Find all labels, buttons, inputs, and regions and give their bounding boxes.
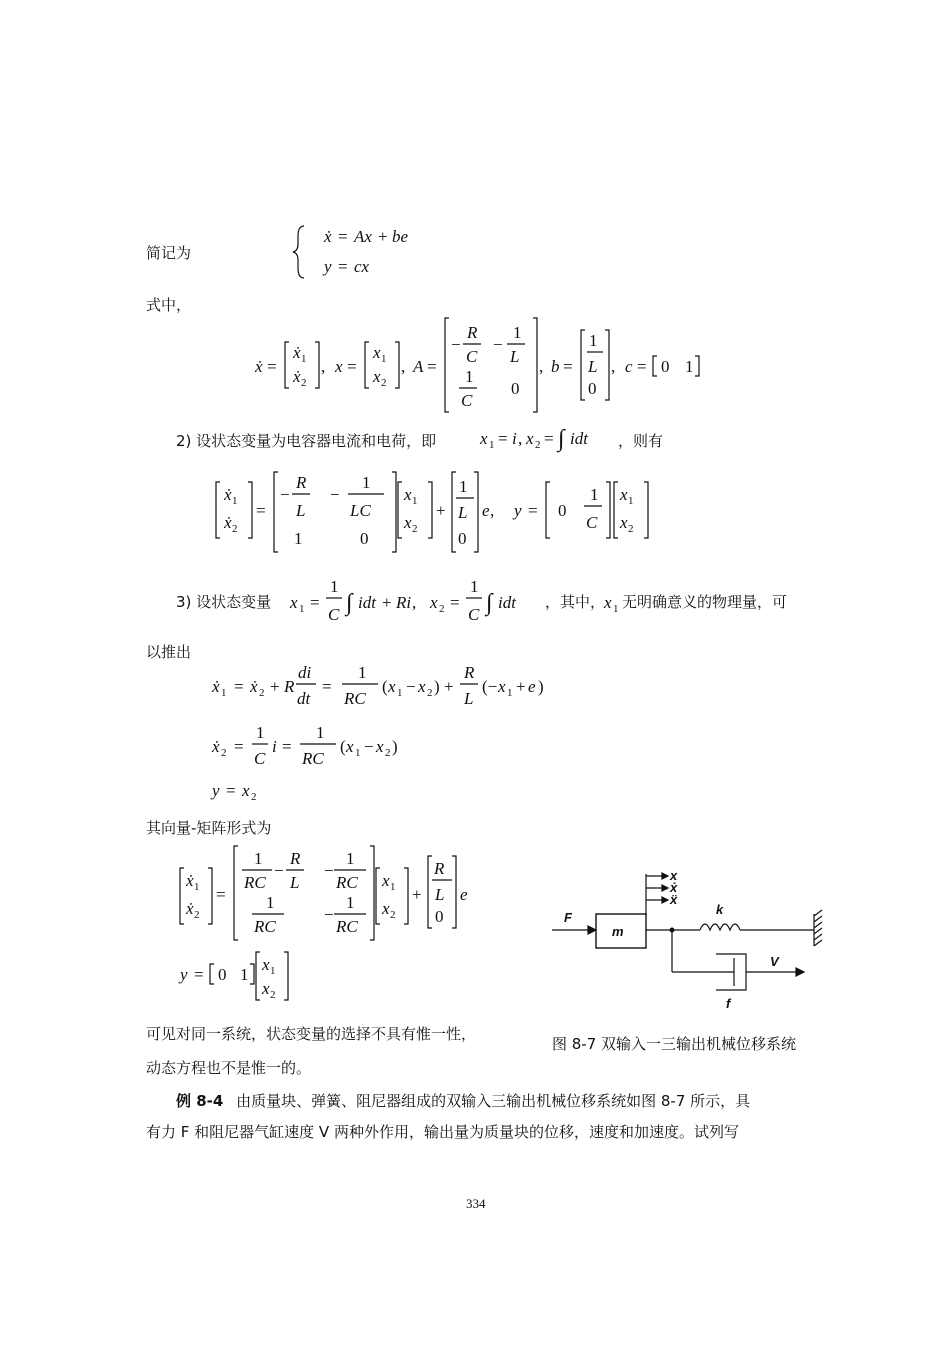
svg-text:y: y: [180, 965, 188, 984]
svg-text:1: 1: [232, 495, 238, 507]
svg-text:,: ,: [539, 357, 544, 376]
svg-text:=: =: [450, 593, 460, 612]
svg-text:,: ,: [490, 501, 495, 520]
svg-text:1: 1: [358, 663, 367, 682]
svg-text:C: C: [468, 605, 480, 624]
svg-text:A: A: [413, 357, 424, 376]
svg-text:1: 1: [194, 881, 200, 893]
svg-text:=: =: [282, 737, 292, 756]
svg-text:0: 0: [458, 529, 467, 548]
svg-text:x: x: [335, 357, 343, 376]
svg-text:1: 1: [346, 893, 355, 912]
svg-text:1: 1: [459, 477, 468, 496]
svg-text:ẋ: ẋ: [250, 677, 258, 696]
figure-mechanical-system: [538, 862, 838, 1022]
conclusion-line2: 动态方程也不是惟一的。: [146, 1059, 312, 1077]
svg-text:): ): [392, 737, 398, 756]
example-line1-wrapper: [176, 1091, 750, 1111]
svg-text:1: 1: [355, 747, 361, 759]
svg-text:=: =: [234, 677, 244, 696]
svg-text:,: ,: [321, 357, 326, 376]
svg-text:1: 1: [412, 495, 418, 507]
svg-text:e: e: [460, 885, 468, 904]
svg-text:=: =: [544, 429, 554, 448]
svg-text:2: 2: [439, 603, 445, 615]
svg-text:=: =: [256, 501, 266, 520]
svg-text:R: R: [434, 859, 445, 878]
svg-text:1: 1: [294, 529, 303, 548]
svg-text:idt: idt: [498, 593, 516, 612]
svg-text:L: L: [458, 503, 468, 522]
svg-text:−: −: [451, 335, 461, 354]
svg-text:x: x: [498, 677, 506, 696]
svg-text:di: di: [298, 663, 312, 682]
svg-text:−: −: [280, 485, 290, 504]
svg-text:e: e: [528, 677, 536, 696]
svg-text:C: C: [466, 347, 478, 366]
svg-text:x: x: [242, 781, 250, 800]
svg-text:+: +: [378, 227, 388, 246]
svg-text:1: 1: [685, 357, 694, 376]
svg-text:x: x: [404, 485, 412, 504]
svg-text:Ax: Ax: [354, 227, 372, 246]
svg-text:=: =: [338, 227, 348, 246]
svg-text:+: +: [516, 677, 526, 696]
equation-x1-symbol: [604, 588, 624, 616]
svg-text:2: 2: [628, 523, 634, 535]
example-label: 例 8-4: [176, 1092, 224, 1110]
svg-text:2: 2: [427, 687, 433, 699]
svg-text:0: 0: [218, 965, 227, 984]
svg-text:L: L: [464, 689, 474, 708]
svg-text:): ): [538, 677, 544, 696]
label-vector-matrix-form: 其向量-矩阵形式为: [146, 819, 272, 837]
svg-text:1: 1: [390, 881, 396, 893]
svg-text:1: 1: [301, 353, 307, 365]
svg-text:=: =: [498, 429, 508, 448]
label-force: F: [564, 910, 572, 925]
svg-text:=: =: [310, 593, 320, 612]
item2-text: [176, 431, 436, 451]
svg-text:1: 1: [628, 495, 634, 507]
svg-text:idt: idt: [570, 429, 588, 448]
label-output-xddot: ẍ: [670, 892, 678, 907]
svg-text:,: ,: [401, 357, 406, 376]
svg-text:2: 2: [535, 439, 541, 451]
svg-text:ẋ: ẋ: [224, 513, 232, 532]
svg-text:−: −: [330, 485, 340, 504]
svg-text:x: x: [373, 367, 381, 386]
svg-text:+: +: [436, 501, 446, 520]
svg-text:x: x: [262, 979, 270, 998]
svg-text:R: R: [464, 663, 475, 682]
svg-text:=: =: [322, 677, 332, 696]
svg-text:(−: (−: [482, 677, 498, 696]
svg-text:x: x: [620, 513, 628, 532]
svg-text:RC: RC: [244, 873, 266, 892]
label-spring: k: [716, 902, 724, 917]
svg-text:2: 2: [232, 523, 238, 535]
svg-text:1: 1: [465, 367, 474, 386]
svg-text:=: =: [637, 357, 647, 376]
svg-text:+: +: [270, 677, 280, 696]
svg-text:1: 1: [470, 577, 479, 596]
svg-text:=: =: [427, 357, 437, 376]
svg-text:=: =: [216, 885, 226, 904]
svg-text:2: 2: [221, 747, 227, 759]
svg-text:y: y: [212, 781, 220, 800]
svg-text:−: −: [324, 861, 334, 880]
equation-vector-matrix: [176, 842, 486, 1002]
label-mass: m: [612, 924, 624, 939]
svg-text:∫: ∫: [558, 426, 565, 452]
svg-text:RC: RC: [336, 917, 358, 936]
svg-text:−: −: [324, 905, 334, 924]
svg-text:be: be: [392, 227, 409, 246]
svg-text:1: 1: [221, 687, 227, 699]
svg-text:y: y: [324, 257, 332, 276]
svg-text:C: C: [461, 391, 473, 410]
svg-text:2: 2: [301, 377, 307, 389]
svg-text:2: 2: [270, 989, 276, 1001]
svg-text:,: ,: [611, 357, 616, 376]
label-jianjiwei: 简记为: [146, 244, 192, 262]
label-shizhong: 式中，: [146, 296, 192, 314]
label-velocity: V: [770, 954, 779, 969]
svg-text:x: x: [346, 737, 354, 756]
svg-text:Ri: Ri: [396, 593, 412, 612]
svg-text:ẋ: ẋ: [293, 367, 301, 386]
svg-text:2: 2: [259, 687, 265, 699]
svg-text:0: 0: [511, 379, 520, 398]
svg-text:1: 1: [513, 323, 522, 342]
svg-text:2: 2: [412, 523, 418, 535]
item3-suffix: 无明确意义的物理量，可: [622, 593, 788, 611]
svg-text:,: ,: [518, 429, 523, 448]
svg-text:x: x: [418, 677, 426, 696]
svg-text:∫: ∫: [486, 590, 493, 616]
svg-text:1: 1: [270, 965, 276, 977]
svg-text:0: 0: [661, 357, 670, 376]
label-yituichu: 以推出: [146, 643, 192, 661]
svg-text:2: 2: [194, 909, 200, 921]
svg-text:L: L: [510, 347, 520, 366]
svg-text:=: =: [347, 357, 357, 376]
svg-text:R: R: [290, 849, 301, 868]
svg-text:,: ,: [412, 593, 417, 612]
svg-text:ẋ: ẋ: [212, 737, 220, 756]
svg-text:x: x: [388, 677, 396, 696]
svg-text:y: y: [514, 501, 522, 520]
svg-text:1: 1: [330, 577, 339, 596]
svg-text:1: 1: [254, 849, 263, 868]
svg-text:e: e: [482, 501, 490, 520]
item2-prefix: 2) 设状态变量为电容器电流和电荷，即: [176, 432, 437, 450]
svg-text:1: 1: [256, 723, 265, 742]
svg-text:1: 1: [589, 331, 598, 350]
svg-text:−: −: [406, 677, 416, 696]
svg-text:1: 1: [362, 473, 371, 492]
equation-derivation: [212, 660, 572, 810]
svg-text:=: =: [226, 781, 236, 800]
equation-item2-vars: [480, 422, 620, 456]
figure-caption: 图 8-7 双输入一三输出机械位移系统: [552, 1035, 797, 1053]
label-output-x: x: [670, 868, 678, 883]
svg-text:2: 2: [251, 791, 257, 803]
svg-text:LC: LC: [350, 501, 371, 520]
svg-text:L: L: [296, 501, 306, 520]
svg-text:x: x: [526, 429, 534, 448]
svg-text:R: R: [467, 323, 478, 342]
svg-text:RC: RC: [344, 689, 366, 708]
svg-text:1: 1: [381, 353, 387, 365]
conclusion-line1: 可见对同一系统，状态变量的选择不具有惟一性，: [146, 1025, 477, 1043]
svg-text:=: =: [234, 737, 244, 756]
svg-text:+: +: [412, 885, 422, 904]
svg-text:x: x: [290, 593, 298, 612]
svg-text:ẋ: ẋ: [255, 357, 263, 376]
svg-text:ẋ: ẋ: [212, 677, 220, 696]
svg-text:L: L: [435, 885, 445, 904]
svg-text:R: R: [296, 473, 307, 492]
svg-text:i: i: [272, 737, 277, 756]
svg-text:ẋ: ẋ: [186, 871, 194, 890]
svg-text:): ): [434, 677, 440, 696]
svg-text:C: C: [254, 749, 266, 768]
svg-text:x: x: [382, 899, 390, 918]
svg-text:c: c: [625, 357, 633, 376]
svg-text:+: +: [382, 593, 392, 612]
svg-text:RC: RC: [302, 749, 324, 768]
svg-text:1: 1: [240, 965, 249, 984]
svg-text:x: x: [604, 593, 612, 612]
item3-prefix: 3) 设状态变量: [176, 593, 272, 611]
svg-text:x: x: [620, 485, 628, 504]
svg-text:ẋ: ẋ: [293, 343, 301, 362]
svg-text:1: 1: [266, 893, 275, 912]
page-number: 334: [466, 1196, 486, 1211]
svg-text:=: =: [194, 965, 204, 984]
svg-text:idt: idt: [358, 593, 376, 612]
svg-text:x: x: [376, 737, 384, 756]
svg-text:RC: RC: [254, 917, 276, 936]
item2-suffix: ，则有: [618, 432, 664, 450]
example-line1: 由质量块、弹簧、阻尼器组成的双输入三输出机械位移系统如图 8-7 所示，具: [236, 1092, 751, 1110]
svg-text:x: x: [262, 955, 270, 974]
equation-definitions-1: [255, 316, 705, 416]
svg-text:+: +: [444, 677, 454, 696]
svg-text:−: −: [274, 861, 284, 880]
svg-text:(: (: [340, 737, 346, 756]
svg-text:0: 0: [435, 907, 444, 926]
svg-text:L: L: [290, 873, 300, 892]
label-damper: f: [726, 996, 731, 1011]
svg-text:RC: RC: [336, 873, 358, 892]
svg-text:b: b: [551, 357, 560, 376]
svg-text:cx: cx: [354, 257, 370, 276]
svg-text:2: 2: [385, 747, 391, 759]
svg-text:x: x: [430, 593, 438, 612]
svg-text:x: x: [373, 343, 381, 362]
svg-text:1: 1: [590, 485, 599, 504]
svg-text:(: (: [382, 677, 388, 696]
svg-text:−: −: [493, 335, 503, 354]
item3-mid: ，其中，: [545, 593, 606, 611]
svg-text:2: 2: [390, 909, 396, 921]
example-line2: 有力 F 和阻尼器气缸速度 V 两种外作用，输出量为质量块的位移，速度和加速度。试列写: [146, 1123, 739, 1141]
svg-text:C: C: [586, 513, 598, 532]
svg-text:i: i: [512, 429, 517, 448]
svg-text:1: 1: [346, 849, 355, 868]
svg-text:=: =: [267, 357, 277, 376]
svg-text:2: 2: [381, 377, 387, 389]
svg-text:x: x: [404, 513, 412, 532]
svg-text:=: =: [563, 357, 573, 376]
svg-text:−: −: [364, 737, 374, 756]
svg-text:=: =: [338, 257, 348, 276]
svg-text:0: 0: [558, 501, 567, 520]
svg-text:1: 1: [397, 687, 403, 699]
svg-text:1: 1: [613, 603, 619, 615]
svg-text:1: 1: [316, 723, 325, 742]
svg-text:C: C: [328, 605, 340, 624]
equation-state-space-short: [290, 222, 450, 282]
svg-text:1: 1: [489, 439, 495, 451]
label-output-xdot: ẋ: [670, 880, 678, 895]
svg-text:1: 1: [299, 603, 305, 615]
svg-text:L: L: [588, 357, 598, 376]
svg-text:1: 1: [507, 687, 513, 699]
svg-text:ẋ: ẋ: [324, 227, 332, 246]
svg-text:x: x: [480, 429, 488, 448]
svg-text:x: x: [382, 871, 390, 890]
equation-item3-vars: [290, 576, 550, 628]
svg-text:dt: dt: [297, 689, 311, 708]
svg-text:0: 0: [360, 529, 369, 548]
svg-text:=: =: [528, 501, 538, 520]
svg-text:0: 0: [588, 379, 597, 398]
svg-text:ẋ: ẋ: [186, 899, 194, 918]
equation-item2-state: [212, 466, 672, 556]
svg-text:∫: ∫: [346, 590, 353, 616]
svg-text:R: R: [284, 677, 295, 696]
svg-text:ẋ: ẋ: [224, 485, 232, 504]
